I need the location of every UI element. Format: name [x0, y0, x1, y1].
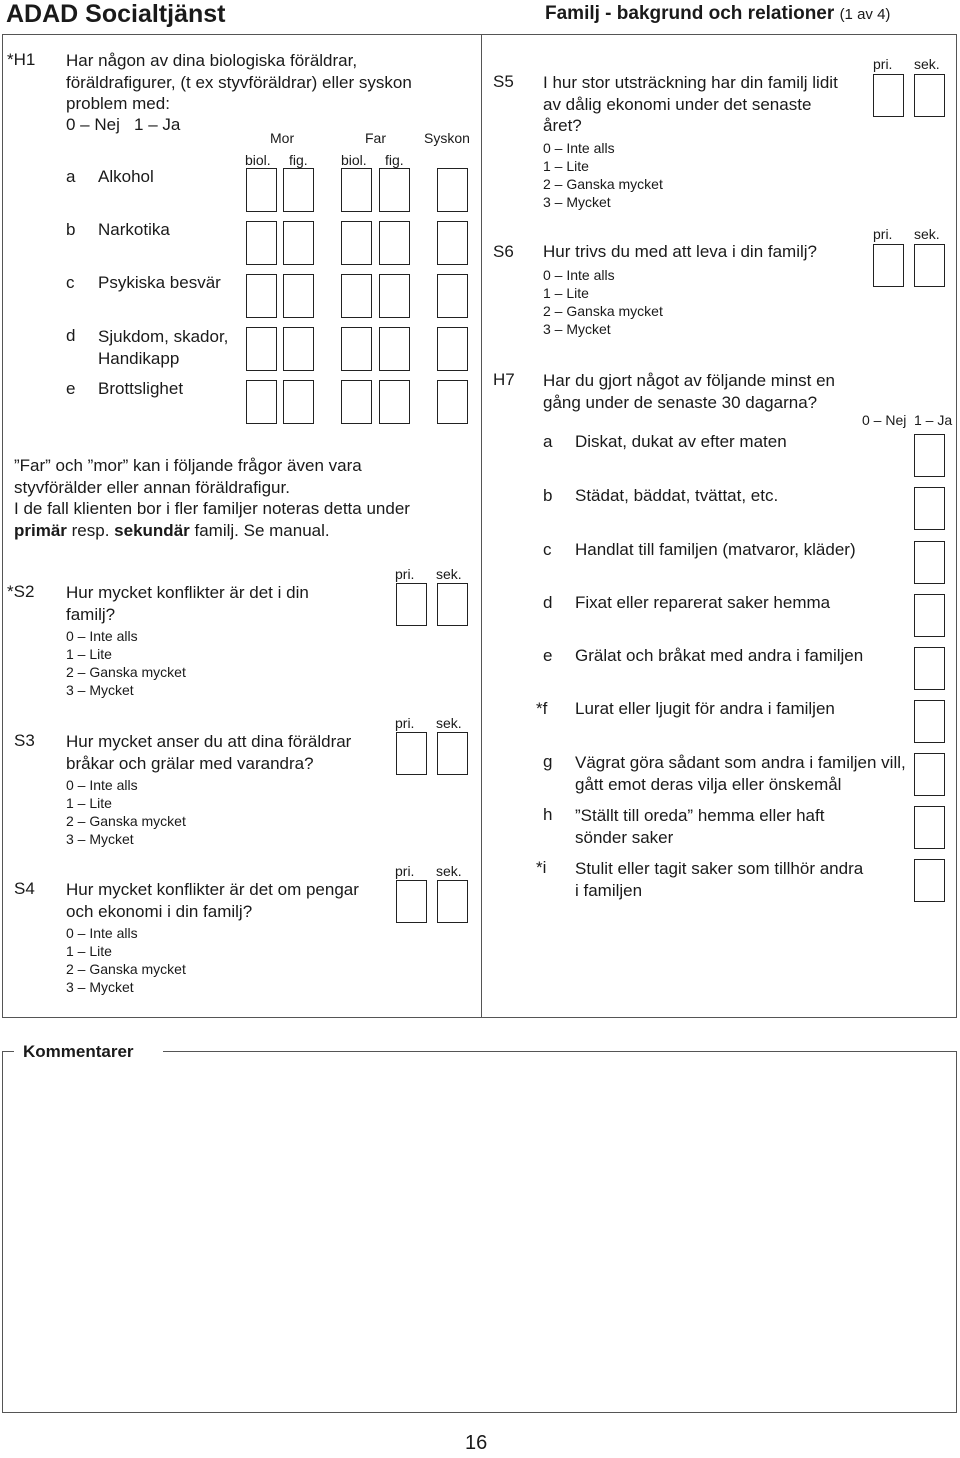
h1-b-mor-biol-box[interactable]: [246, 221, 277, 265]
s6-sek-box[interactable]: [914, 244, 945, 287]
h7-i-label: Stulit eller tagit saker som tillhör andra i familjen: [575, 859, 864, 900]
s2-sek-box[interactable]: [437, 583, 468, 626]
h7-d-letter: d: [543, 593, 553, 612]
h1-row-b-letter: b: [66, 220, 76, 239]
s6-pri-label: pri.: [873, 226, 893, 242]
s2-options: 0 – Inte alls 1 – Lite 2 – Ganska mycket 3 – Mycket: [66, 628, 186, 698]
s2-sek-label: sek.: [436, 566, 462, 582]
h1-c-mor-fig-box[interactable]: [283, 274, 314, 318]
s3-sek-label: sek.: [436, 715, 462, 731]
h1-d-far-fig-box[interactable]: [379, 327, 410, 371]
bottom-divider: [2, 1017, 957, 1018]
page-counter: (1 av 4): [839, 6, 891, 23]
h1-a-mor-biol-box[interactable]: [246, 168, 277, 212]
h7-h-label: ”Ställt till oreda” hemma eller haft sönder saker: [575, 806, 825, 847]
h1-c-far-fig-box[interactable]: [379, 274, 410, 318]
h7-g-box[interactable]: [914, 753, 945, 796]
s6-options: 0 – Inte alls 1 – Lite 2 – Ganska mycket 3 – Mycket: [543, 267, 663, 337]
h7-c-letter: c: [543, 540, 552, 559]
h7-question: Har du gjort något av följande minst en gång under de senaste 30 dagarna?: [543, 371, 836, 412]
h7-c-box[interactable]: [914, 541, 945, 584]
h1-c-mor-biol-box[interactable]: [246, 274, 277, 318]
h1-e-mor-fig-box[interactable]: [283, 380, 314, 424]
s4-code: S4: [14, 879, 35, 898]
h1-d-syskon-box[interactable]: [437, 327, 468, 371]
left-border: [2, 34, 3, 1017]
s5-options: 0 – Inte alls 1 – Lite 2 – Ganska mycket 3 – Mycket: [543, 140, 663, 210]
h7-c-label: Handlat till familjen (matvaror, kläder): [575, 540, 856, 559]
h1-a-far-biol-box[interactable]: [341, 168, 372, 212]
top-divider: [2, 34, 957, 35]
h1-question: Har någon av dina biologiska föräldrar, föräldrafigurer, (t ex styvföräldrar) eller syskon problem med:: [66, 51, 412, 113]
s5-pri-label: pri.: [873, 56, 893, 72]
h1-row-d-label: Sjukdom, skador, Handikapp: [98, 327, 229, 368]
s5-sek-label: sek.: [914, 56, 940, 72]
h1-c-far-biol-box[interactable]: [341, 274, 372, 318]
s3-code: S3: [14, 731, 35, 750]
h1-row-c-letter: c: [66, 273, 75, 292]
h1-scale: 0 – Nej 1 – Ja: [66, 115, 181, 134]
s4-pri-label: pri.: [395, 863, 415, 879]
s4-pri-box[interactable]: [396, 880, 427, 923]
s3-pri-box[interactable]: [396, 732, 427, 775]
s4-question: Hur mycket konflikter är det om pengar och ekonomi i din familj?: [66, 880, 359, 921]
h7-d-box[interactable]: [914, 594, 945, 637]
h7-f-label: Lurat eller ljugit för andra i familjen: [575, 699, 835, 718]
col-far: Far: [365, 130, 386, 146]
h1-row-a-label: Alkohol: [98, 167, 154, 186]
s6-question: Hur trivs du med att leva i din familj?: [543, 242, 817, 261]
page-number: 16: [465, 1432, 488, 1454]
h1-row-a-letter: a: [66, 167, 76, 186]
s2-pri-box[interactable]: [396, 583, 427, 626]
h1-note: ”Far” och ”mor” kan i följande frågor även vara styvförälder eller annan föräldrafigur. I de fall klienten bor i fler familjer noteras detta under primär resp. sekundär familj. Se manual.: [14, 456, 410, 540]
s6-pri-box[interactable]: [873, 244, 904, 287]
h7-e-label: Grälat och bråkat med andra i familjen: [575, 646, 864, 665]
h1-row-b-label: Narkotika: [98, 220, 170, 239]
h1-b-far-biol-box[interactable]: [341, 221, 372, 265]
s4-sek-label: sek.: [436, 863, 462, 879]
h7-a-box[interactable]: [914, 434, 945, 477]
h7-code: H7: [493, 370, 515, 389]
h7-b-label: Städat, bäddat, tvättat, etc.: [575, 486, 779, 505]
h7-h-box[interactable]: [914, 806, 945, 849]
h1-e-mor-biol-box[interactable]: [246, 380, 277, 424]
col-mor-fig: fig.: [289, 152, 308, 168]
h1-d-mor-fig-box[interactable]: [283, 327, 314, 371]
s3-sek-box[interactable]: [437, 732, 468, 775]
h7-g-letter: g: [543, 752, 553, 771]
s4-sek-box[interactable]: [437, 880, 468, 923]
h1-b-far-fig-box[interactable]: [379, 221, 410, 265]
h7-g-label: Vägrat göra sådant som andra i familjen vill, gått emot deras vilja eller önskemål: [575, 753, 906, 794]
col-mor: Mor: [270, 130, 295, 146]
comments-bottom-border: [2, 1412, 957, 1413]
h1-c-syskon-box[interactable]: [437, 274, 468, 318]
h1-a-mor-fig-box[interactable]: [283, 168, 314, 212]
s6-sek-label: sek.: [914, 226, 940, 242]
h1-a-far-fig-box[interactable]: [379, 168, 410, 212]
h7-e-box[interactable]: [914, 647, 945, 690]
h1-row-c-label: Psykiska besvär: [98, 273, 221, 292]
right-border: [956, 34, 957, 1017]
s5-code: S5: [493, 72, 514, 91]
h7-b-box[interactable]: [914, 487, 945, 530]
h1-d-far-biol-box[interactable]: [341, 327, 372, 371]
s2-question: Hur mycket konflikter är det i din familj?: [66, 583, 309, 624]
h7-e-letter: e: [543, 646, 553, 665]
s3-question: Hur mycket anser du att dina föräldrar bråkar och grälar med varandra?: [66, 732, 352, 773]
h7-b-letter: b: [543, 486, 553, 505]
h1-e-syskon-box[interactable]: [437, 380, 468, 424]
h1-row-e-letter: e: [66, 379, 76, 398]
s3-pri-label: pri.: [395, 715, 415, 731]
section-title: Familj - bakgrund och relationer (1 av 4): [545, 3, 891, 24]
column-divider: [481, 34, 482, 1017]
col-mor-biol: biol.: [245, 152, 271, 168]
h7-scale-nej: 0 – Nej: [862, 412, 907, 428]
h1-b-syskon-box[interactable]: [437, 221, 468, 265]
comments-area[interactable]: [14, 1062, 944, 1402]
s6-code: S6: [493, 242, 514, 261]
h1-row-e-label: Brottslighet: [98, 379, 184, 398]
h7-a-label: Diskat, dukat av efter maten: [575, 432, 787, 451]
comments-left-border: [2, 1051, 3, 1413]
s2-code: *S2: [7, 582, 35, 601]
h7-i-letter: *i: [536, 858, 547, 877]
col-far-biol: biol.: [341, 152, 367, 168]
h7-d-label: Fixat eller reparerat saker hemma: [575, 593, 831, 612]
comments-rule-right: [163, 1051, 957, 1052]
s5-sek-box[interactable]: [914, 74, 945, 117]
page-title: ADAD Socialtjänst: [6, 0, 226, 28]
h1-a-syskon-box[interactable]: [437, 168, 468, 212]
h1-e-far-fig-box[interactable]: [379, 380, 410, 424]
s4-options: 0 – Inte alls 1 – Lite 2 – Ganska mycket 3 – Mycket: [66, 925, 186, 995]
h1-e-far-biol-box[interactable]: [341, 380, 372, 424]
h7-f-letter: *f: [536, 699, 548, 718]
col-syskon: Syskon: [424, 130, 470, 146]
h1-d-mor-biol-box[interactable]: [246, 327, 277, 371]
h1-code: *H1: [7, 50, 36, 69]
comments-rule-left: [2, 1051, 14, 1052]
h7-scale-ja: 1 – Ja: [914, 412, 953, 428]
h7-a-letter: a: [543, 432, 553, 451]
h7-f-box[interactable]: [914, 700, 945, 743]
s3-options: 0 – Inte alls 1 – Lite 2 – Ganska mycket 3 – Mycket: [66, 777, 186, 847]
s2-pri-label: pri.: [395, 566, 415, 582]
comments-right-border: [956, 1051, 957, 1413]
h1-b-mor-fig-box[interactable]: [283, 221, 314, 265]
s5-question: I hur stor utsträckning har din familj lidit av dålig ekonomi under det senaste året?: [543, 73, 838, 135]
h1-row-d-letter: d: [66, 326, 76, 345]
h7-i-box[interactable]: [914, 859, 945, 902]
col-far-fig: fig.: [385, 152, 404, 168]
comments-label: Kommentarer: [23, 1042, 134, 1061]
s5-pri-box[interactable]: [873, 74, 904, 117]
h7-h-letter: h: [543, 805, 553, 824]
